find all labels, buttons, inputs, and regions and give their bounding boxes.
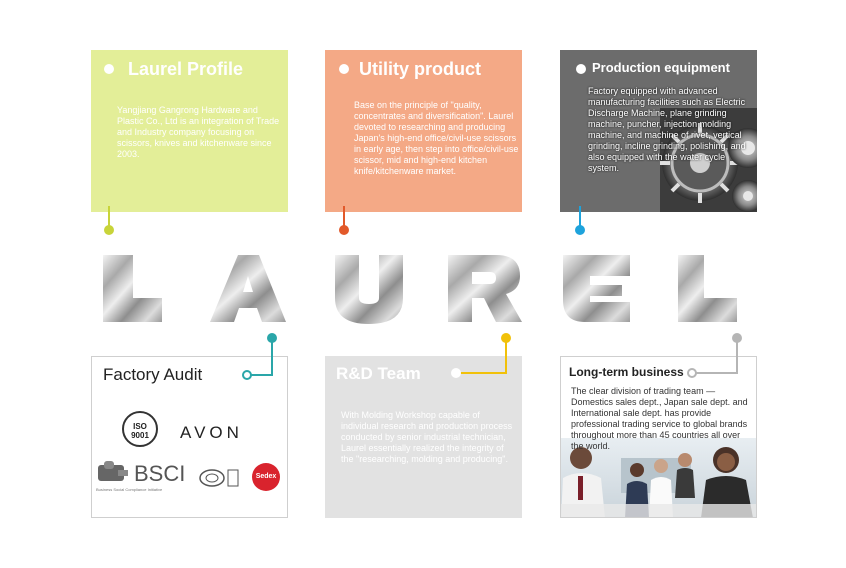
audit-title-dot [242,370,252,380]
rnd-connector-h [458,372,507,374]
utility-product-text: Base on the principle of "quality, concentrates and diversification". Laurel devoted to researching and producing Japan's high-end office/civil-use scissors in early age, then step into office/civil-use scissor, mid and high-end kitchen knife/kitchenware market. [354,100,519,176]
letter-r [448,255,522,322]
sedex-logo-text: Sedex [255,473,277,480]
iso-9001-logo [122,411,158,447]
laurel-profile-title: Laurel Profile [128,59,244,79]
letter-l-2 [678,255,737,322]
rnd-title-dot [451,368,461,378]
audit-connector-dot [267,333,277,343]
longterm-title-dot [687,368,697,378]
production-equipment-text: Factory equipped with advanced manufacturing facilities such as Electric Discharge Machine, plane grinding machine, puncher, injection molding machine, and machine of rivet, vertical grinding, incline grinding, polishing, and also equipped with the water cycle system. [588,86,746,173]
long-term-business-title: Long-term business [569,365,684,379]
bsci-logo-caption: Business Social Compliance Initiative [96,487,163,492]
bsci-logo [96,461,196,493]
rnd-team-title: R&D Team [336,364,421,383]
factory-audit-title: Factory Audit [103,365,203,384]
letter-l-1 [103,255,162,322]
longterm-connector-h [694,372,738,374]
bsci-icon [96,461,130,485]
factory-audit-card [91,356,288,518]
longterm-connector-dot [732,333,742,343]
rnd-team-text: With Molding Workshop capable of individual research and production process conducted by senior industrial technician, Laurel essentially realized the integrity of the "researching, molding and producing". [341,410,513,464]
longterm-connector-v [736,340,738,374]
bsci-logo-text: BSCI [134,461,186,486]
rnd-team-card [325,356,522,518]
laurel-profile-text: Yangjiang Gangrong Hardware and Plastic Co., Ltd is an integration of Trade and Industry company focusing on scissors, knives and kitchenware since 2003. [117,105,280,159]
certification-icon [198,467,240,489]
letter-a [210,255,286,322]
letter-e [563,255,630,322]
rnd-connector-v [505,340,507,374]
production-equipment-title: Production equipment [592,60,730,75]
utility-product-title: Utility product [359,59,481,79]
rnd-connector-dot [501,333,511,343]
letter-u [335,255,403,324]
long-term-business-card [560,356,757,518]
iso-logo-text: ISO 9001 [131,422,149,440]
avon-logo: AVON [180,423,243,442]
sedex-logo [252,463,280,491]
long-term-business-text: The clear division of trading team —Domestics sales dept., Japan sale dept. and International sale dept. has provide professional trading service to global brands throughout more than 45 countries all over the world. [571,386,748,451]
audit-connector-v [271,340,273,376]
